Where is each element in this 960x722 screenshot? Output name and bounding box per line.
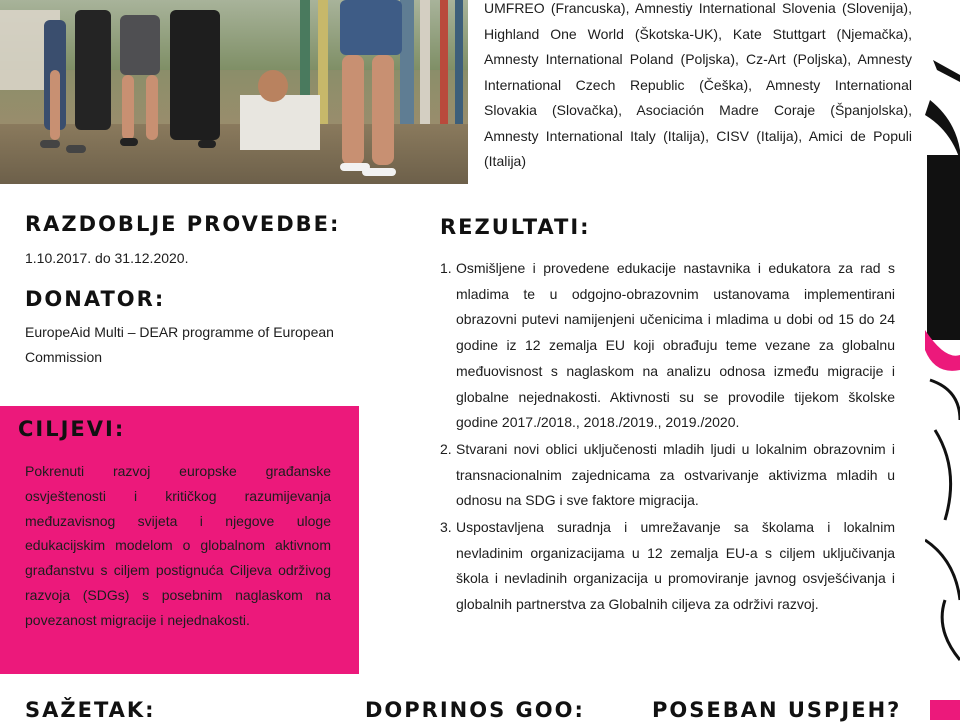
list-item	[440, 437, 895, 514]
contribution-heading: DOPRINOS GOO:	[365, 698, 585, 722]
list-number: 2.	[440, 440, 452, 457]
success-heading: POSEBAN USPJEH?	[652, 698, 902, 722]
period-text: 1.10.2017. do 31.12.2020.	[25, 250, 189, 266]
donor-text: EuropeAid Multi – DEAR programme of European Commission	[25, 324, 334, 365]
results-heading: REZULTATI:	[440, 215, 591, 239]
period-heading: RAZDOBLJE PROVEDBE:	[25, 212, 341, 236]
list-item-text: Stvarani novi oblici uključenosti mladih ljudi u lokalnim obrazovnim i transnacionalnim zajednicama za ostvarivanje aktivizma mladih u odnosu na SDG i sve faktore migracija.	[456, 440, 895, 509]
list-item	[440, 256, 895, 436]
results-list	[440, 256, 895, 619]
list-number: 3.	[440, 519, 452, 536]
summary-heading: SAŽETAK:	[25, 698, 156, 722]
partners-text: UMFREO (Francuska), Amnestiy International Slovenia (Slovenija), Highland One World (Škotska-UK), Kate Stuttgart (Njemačka), Amnesty International Poland (Poljska), Cz-Art (Poljska), Amnesty International Czech Republic (Češka), Amnesty International Slovakia (Slovačka), Asociación Madre Coraje (Španjolska), Amnesty International Italy (Italija), CISV (Italija), Amici de Populi (Italija)	[484, 0, 912, 169]
list-item	[440, 515, 895, 618]
list-item-text: Osmišljene i provedene edukacije nastavnika i edukatora za rad s mladima te u odgojno-obrazovnim ustanovama implementirani obrazovni putevi namijenjeni učenicima i mladima u dobi od 15 do 24 godine iz 12 zemalja EU koji obrađuju teme vezane za globalnu međuovisnost s naglaskom na analizu odnosa između migracije i globalne nejednakosti. Aktivnosti su se provodile tijekom školske godine 2017./2018., 2018./2019., 2019./2020.	[456, 260, 895, 431]
list-item-text: Uspostavljena suradnja i umrežavanje sa školama i lokalnim nevladinim organizacijama u 12 zemalja EU-a s ciljem uključivanja škola i nevladinih organizacija u promoviranje javnog osvješćivanja i globalnih partnerstva za Globalnih ciljeva za održivi razvoj.	[456, 519, 895, 613]
donor-heading: DONATOR:	[25, 287, 166, 311]
list-number: 1.	[440, 260, 452, 276]
group-photo	[0, 0, 468, 184]
goals-text: Pokrenuti razvoj europske građanske osvještenosti i kritičkog razumijevanja međuzavisnog svijeta i njegove uloge edukacijskim modelom o globalnom aktivnom građanstvu s ciljem postignuća Ciljeva održivog razvoja (SDGs) s posebnim naglaskom na povezanost migracije i nejednakosti.	[25, 463, 331, 628]
decorative-pattern	[925, 0, 960, 720]
goals-heading: CILJEVI:	[18, 417, 126, 441]
